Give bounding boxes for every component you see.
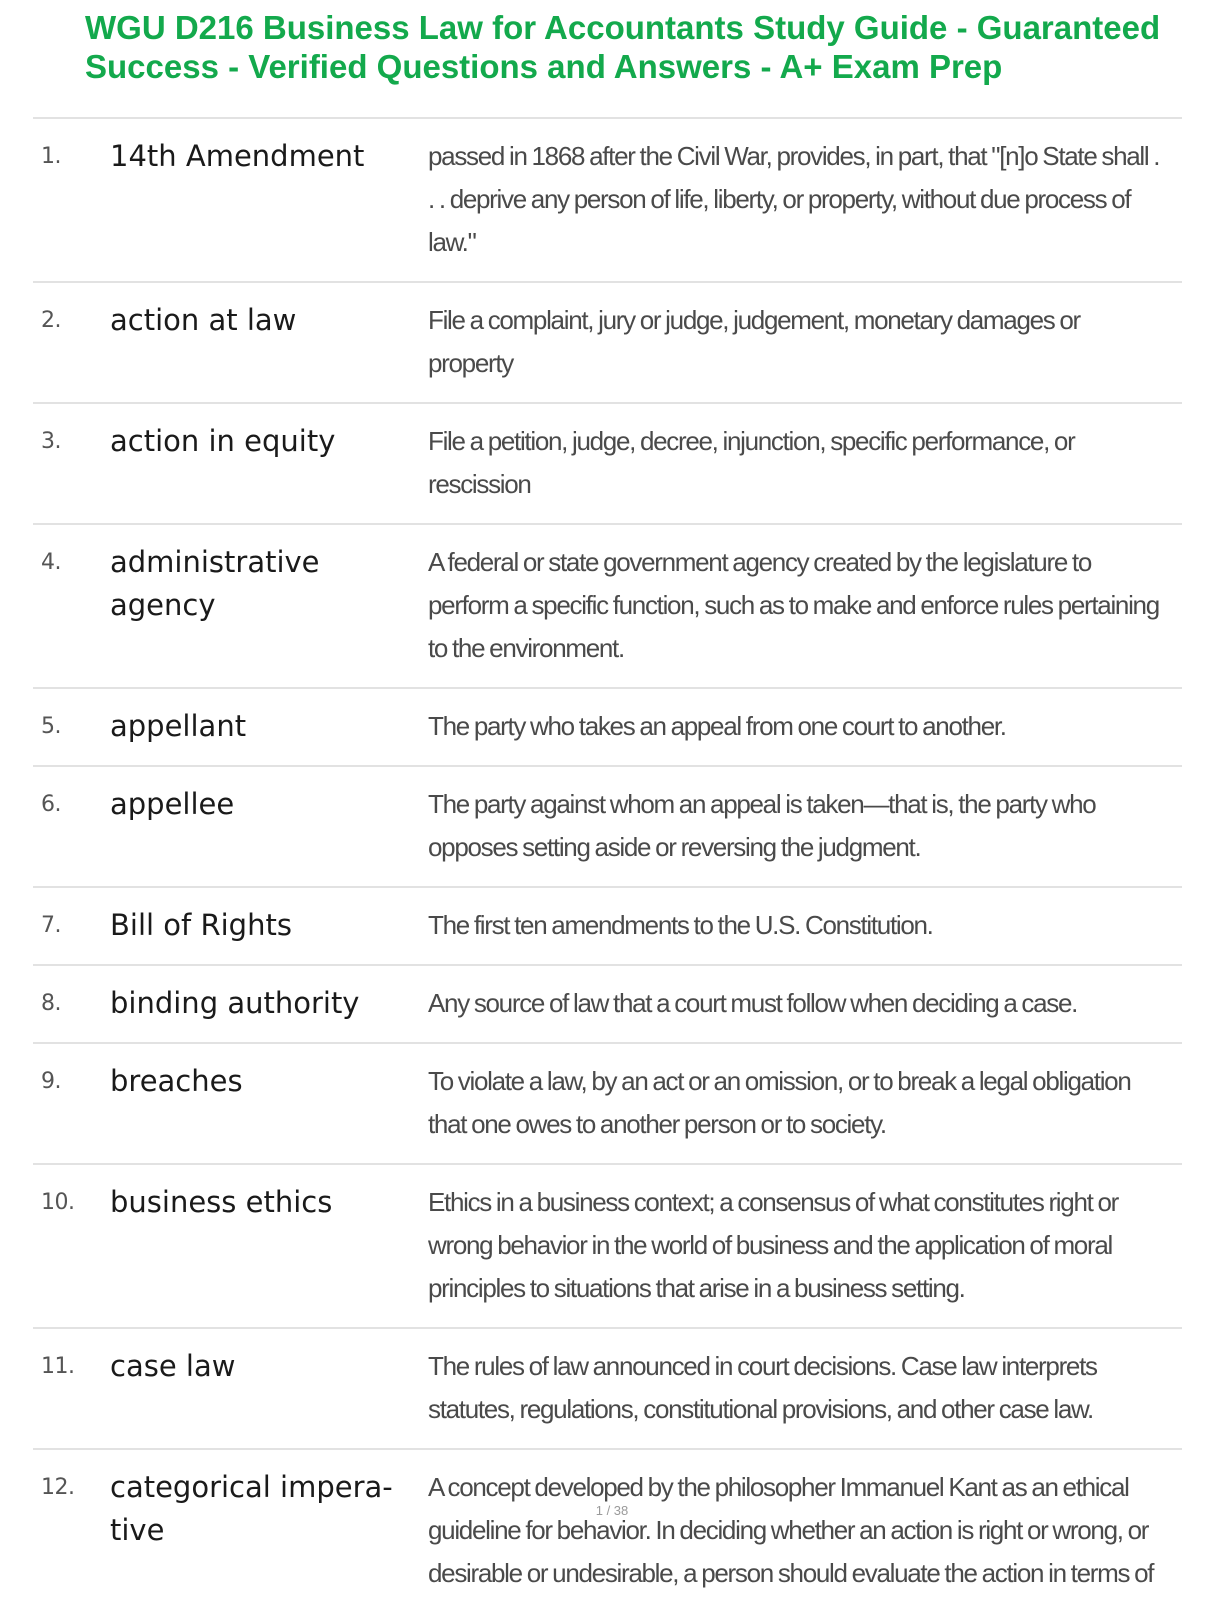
term-number: 7. xyxy=(41,913,61,938)
term-name: binding authority xyxy=(110,986,360,1020)
term-name: appellee xyxy=(110,787,235,821)
term-row xyxy=(33,689,1182,767)
term-definition: passed in 1868 after the Civil War, provides, in part, that "[n]o State shall . . . deprive any person of life, liberty, or property, without due process of law." xyxy=(428,141,1160,257)
term-definition: The party against whom an appeal is taken—that is, the party who opposes setting aside or reversing the judgment. xyxy=(428,789,1096,862)
term-number: 2. xyxy=(41,308,61,333)
term-row xyxy=(33,283,1182,404)
term-number: 8. xyxy=(41,991,61,1016)
term-row xyxy=(33,966,1182,1044)
term-number: 5. xyxy=(41,714,61,739)
term-row xyxy=(33,1450,1182,1612)
term-name: administrative agency xyxy=(110,545,320,622)
term-definition: To violate a law, by an act or an omission, or to break a legal obligation that one owes to another person or to society. xyxy=(428,1066,1131,1139)
term-row xyxy=(33,1044,1182,1165)
term-definition: File a complaint, jury or judge, judgement, monetary damages or property xyxy=(428,305,1080,378)
term-row xyxy=(33,525,1182,689)
term-definition: Any source of law that a court must follow when deciding a case. xyxy=(428,988,1078,1018)
term-row xyxy=(33,404,1182,525)
term-definition: A concept developed by the philosopher Immanuel Kant as an ethical guideline for behavior. In deciding whether an action is right or wrong, or desirable or undesirable, a person should evaluate the action in terms of xyxy=(428,1472,1154,1588)
term-name: Bill of Rights xyxy=(110,908,292,942)
term-definition: File a petition, judge, decree, injunction, specific performance, or rescission xyxy=(428,426,1075,499)
term-definition: A federal or state government agency created by the legislature to perform a specific function, such as to make and enforce rules pertaining to the environment. xyxy=(428,547,1159,663)
term-number: 9. xyxy=(41,1069,61,1094)
document-title: WGU D216 Business Law for Accountants Study Guide - Guaranteed Success - Verified Questions and Answers - A+ Exam Prep xyxy=(85,9,1161,85)
term-name: appellant xyxy=(110,709,247,743)
term-name: categorical impera-tive xyxy=(110,1470,393,1547)
term-number: 10. xyxy=(41,1190,75,1215)
term-definition: The first ten amendments to the U.S. Constitution. xyxy=(428,910,933,940)
term-name: action in equity xyxy=(110,424,336,458)
term-row xyxy=(33,119,1182,283)
term-row xyxy=(33,1329,1182,1450)
term-number: 3. xyxy=(41,429,61,454)
term-row xyxy=(33,1165,1182,1329)
term-name: case law xyxy=(110,1349,236,1383)
term-row xyxy=(33,888,1182,966)
term-list xyxy=(33,117,1182,1612)
term-name: action at law xyxy=(110,303,297,337)
term-name: breaches xyxy=(110,1064,243,1098)
term-row xyxy=(33,767,1182,888)
term-name: 14th Amendment xyxy=(110,139,365,173)
term-number: 1. xyxy=(41,144,61,169)
page-number: 1 / 38 xyxy=(595,1503,629,1518)
term-number: 12. xyxy=(41,1475,75,1500)
term-definition: Ethics in a business context; a consensus of what constitutes right or wrong behavior in the world of business and the application of moral principles to situations that arise in a business setting. xyxy=(428,1187,1118,1303)
term-number: 6. xyxy=(41,792,61,817)
term-number: 11. xyxy=(41,1354,75,1379)
term-name: business ethics xyxy=(110,1185,333,1219)
term-definition: The rules of law announced in court decisions. Case law interprets statutes, regulations, constitutional provisions, and other case law. xyxy=(428,1351,1097,1424)
term-number: 4. xyxy=(41,550,61,575)
term-definition: The party who takes an appeal from one court to another. xyxy=(428,711,1006,741)
